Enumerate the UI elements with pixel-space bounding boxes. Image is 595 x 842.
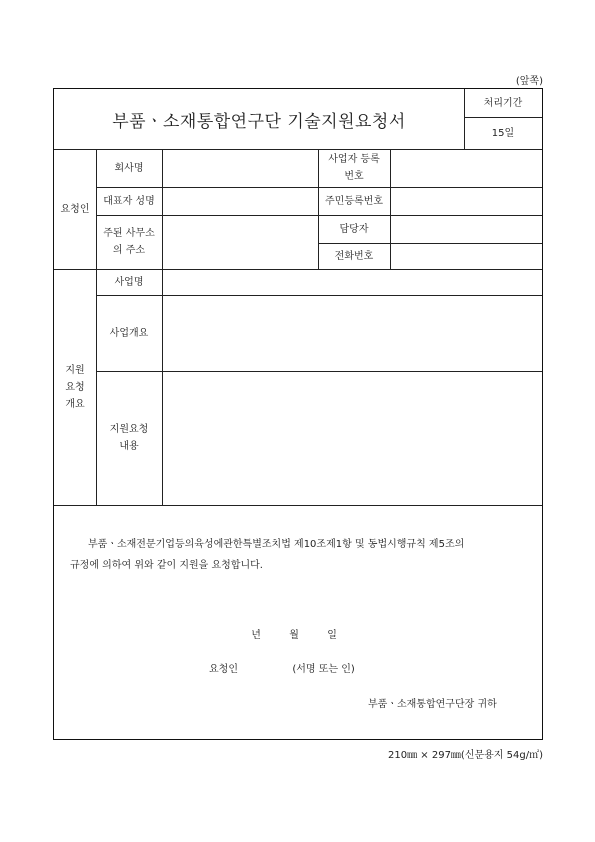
resident-reg-label: 주민등록번호 [325,195,383,207]
support-overview-label-line2: 요청 [65,381,85,393]
applicant-sign-label: 요청인 [209,664,238,675]
sign-or-seal-note: (서명 또는 인) [292,664,355,675]
support-overview-label-line3: 개요 [65,398,85,410]
paper-spec-note: 210㎜ × 297㎜(신문용지 54g/㎡) [388,750,543,761]
date-year-label: 년 [251,630,261,641]
project-summary-field[interactable] [162,295,542,371]
company-name-field[interactable] [162,149,318,187]
date-line [248,626,337,641]
support-overview-section-label [54,269,96,505]
project-name-field[interactable] [162,269,542,295]
support-request-form [53,88,543,740]
resident-reg-field[interactable] [390,187,542,215]
phone-label: 전화번호 [334,250,374,262]
support-overview-label-line1: 지원 [65,364,85,376]
request-statement-line1: 부품ㆍ소재전문기업등의육성에관한특별조치법 제10조제1항 및 동법시행규칙 제5조의 [88,539,465,550]
date-month-label: 월 [289,630,299,641]
contact-person-field[interactable] [390,215,542,243]
applicant-section-label: 요청인 [60,203,90,215]
representative-label: 대표자 성명 [103,195,155,207]
project-summary-label: 사업개요 [109,327,149,339]
business-reg-field[interactable] [390,149,542,187]
office-address-label-line1: 주된 사무소 [103,228,155,239]
request-content-label-line1: 지원요청 [109,424,149,435]
page-side-label: (앞쪽) [515,76,543,87]
request-statement [70,534,530,576]
signature-line [209,660,355,675]
request-statement-line2: 규정에 의하여 위와 같이 지원을 요청합니다. [70,560,263,571]
representative-field[interactable] [162,187,318,215]
business-reg-label-line1: 사업자 등록 [328,154,380,165]
contact-person-label: 담당자 [339,223,369,235]
phone-field[interactable] [390,243,542,269]
company-name-label: 회사명 [114,162,144,174]
date-day-label: 일 [327,630,337,641]
form-title: 부품ㆍ소재통합연구단 기술지원요청서 [112,111,406,132]
office-address-field[interactable] [162,215,318,269]
office-address-label-line2: 의 주소 [112,245,146,256]
project-name-label: 사업명 [114,276,144,288]
addressee: 부품ㆍ소재통합연구단장 귀하 [368,699,497,710]
business-reg-label [318,149,390,187]
request-content-field[interactable] [162,371,542,505]
processing-period-value: 15일 [491,127,515,139]
business-reg-label-line2: 번호 [344,171,364,182]
office-address-label [96,215,162,269]
request-content-label [96,371,162,505]
processing-period-label: 처리기간 [483,97,523,109]
request-content-label-line2: 내용 [119,441,139,452]
